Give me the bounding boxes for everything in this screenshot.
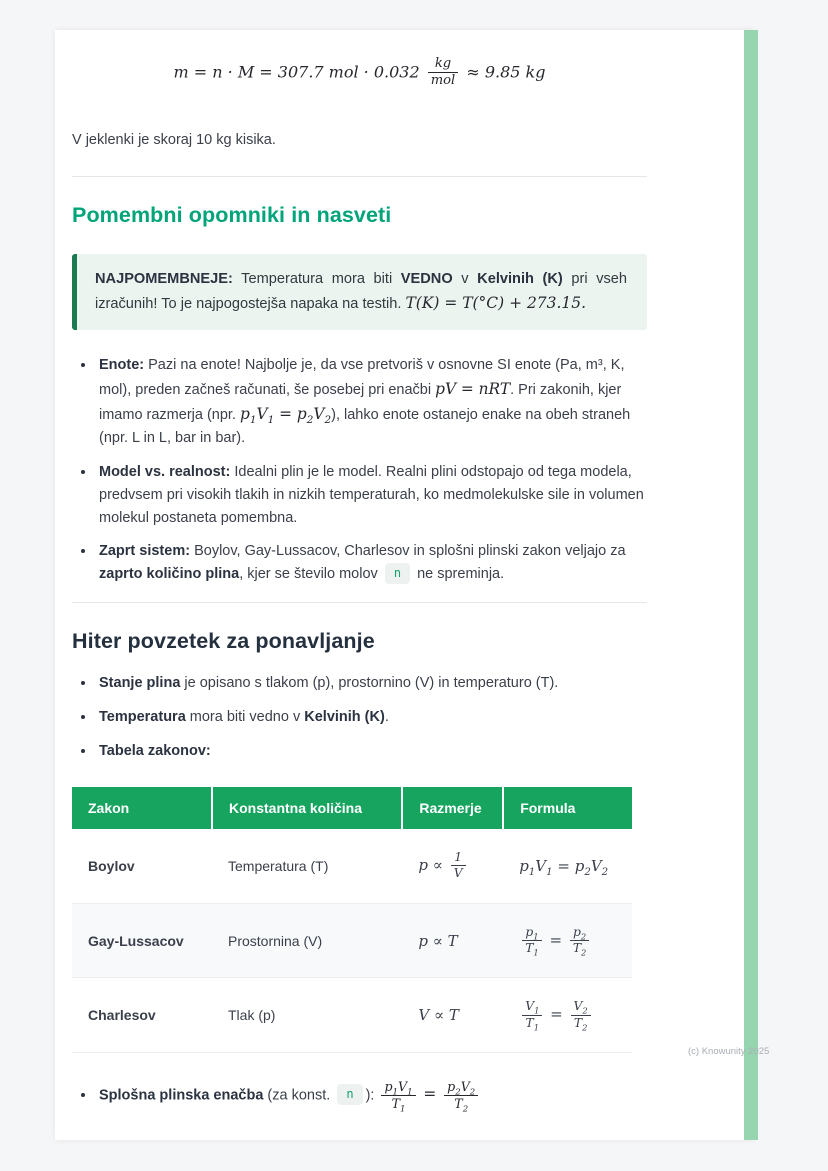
table-row	[72, 829, 632, 903]
copyright-footer: (c) Knowunity 2025	[688, 1046, 770, 1057]
text-run: (za konst.	[263, 1087, 335, 1104]
fraction: $\frac{p_1}{T_1}$	[522, 925, 542, 957]
cell-law-name: Gay-Lussacov	[72, 903, 212, 978]
math-expression: pV = nRT	[435, 379, 511, 398]
table-header-row	[72, 787, 632, 829]
column-header-formula: Formula	[503, 787, 632, 829]
text-run: mora biti vedno v	[185, 709, 305, 726]
inline-code-chip: n	[385, 563, 410, 583]
cell-law-name: Charlesov	[72, 978, 212, 1053]
text-run: Pazi na enote! Najbolje je, da vse pretvoriš v osnovne SI enote (Pa, m³, K, mol), preden začneš računati, še posebej pri enačbi	[99, 357, 625, 398]
cell-constant-quantity: Tlak (p)	[212, 978, 402, 1053]
section-heading-reminders: Pomembni opomniki in nasveti	[72, 202, 392, 227]
text-run: . Pri zakonih, kjer imamo razmerja (npr.	[99, 381, 622, 423]
math-expression: $\frac{p_1V_1}{T_1}$ = $\frac{p_2V_2}{T_2}$	[378, 1085, 481, 1103]
mass-formula: m = n · M = 307.7 mol · 0.032 $\frac{kg}{\text{mol}}$ ≈ 9.85 kg	[173, 56, 546, 89]
fraction: $\frac{1}{V}$	[451, 850, 466, 882]
final-note-list	[72, 1079, 647, 1115]
bold-text: Model vs. realnost:	[99, 463, 231, 480]
section-divider	[72, 176, 647, 177]
bold-text: Stanje plina	[99, 675, 181, 692]
text-run: je opisano s tlakom (p), prostornino (V) in temperaturo (T).	[180, 675, 559, 692]
text-run: ):	[365, 1087, 379, 1104]
laws-table	[72, 787, 632, 1053]
table-row	[72, 978, 632, 1053]
cell-formula: $p_1V_1 = p_2V_2$	[503, 829, 632, 903]
fraction: $\frac{kg}{\text{mol}}$	[428, 56, 459, 90]
bold-text: Zaprt sistem:	[99, 543, 191, 560]
text-run: Temperatura mora biti	[232, 270, 401, 287]
list-item	[96, 354, 647, 450]
math-expression: T(K) = T(°C) + 273.15.	[405, 294, 587, 313]
page-content	[55, 30, 755, 1115]
cell-relation: V ∝ T	[402, 978, 503, 1053]
math-expression: $p_1V_1 = p_2V_2$	[240, 404, 332, 426]
bold-text: Enote:	[99, 357, 145, 374]
list-item	[96, 672, 647, 695]
list-item	[96, 540, 647, 586]
section-divider	[72, 602, 647, 603]
bold-text: Tabela zakonov:	[99, 743, 211, 760]
list-item	[96, 1079, 647, 1115]
text-run: , kjer se število molov	[239, 566, 382, 583]
cell-relation: p ∝ $\frac{1}{V}$	[402, 829, 503, 903]
cell-formula: $\frac{V_1}{T_1}$ = $\frac{V_2}{T_2}$	[503, 978, 632, 1053]
section-heading-summary: Hiter povzetek za ponavljanje	[72, 629, 375, 654]
cell-constant-quantity: Prostornina (V)	[212, 903, 402, 978]
list-item	[96, 740, 647, 763]
summary-list	[72, 672, 647, 763]
fraction: $\frac{p_2}{T_2}$	[570, 925, 590, 957]
text-run: Idealni plin je le model. Realni plini odstopajo od tega modela, predvsem pri visokih tlakih in nizkih temperaturah, ko medmolekulske sile in volumen molekul postaneta pomembna.	[99, 463, 644, 526]
bold-text: Kelvinih (K)	[477, 270, 563, 287]
fraction: $\frac{V_2}{T_2}$	[571, 999, 591, 1031]
column-header-kolicina: Konstantna količina	[212, 787, 402, 829]
text-run: v	[452, 270, 478, 287]
text-run: ne spreminja.	[413, 566, 505, 583]
column-header-razmerje: Razmerje	[402, 787, 503, 829]
fraction: $\frac{p_2V_2}{T_2}$	[444, 1079, 478, 1112]
intro-paragraph: V jeklenki je skoraj 10 kg kisika.	[72, 131, 276, 148]
bold-text: Temperatura	[99, 709, 186, 726]
cell-constant-quantity: Temperatura (T)	[212, 829, 402, 903]
document-page	[55, 30, 755, 1140]
text-run: Boylov, Gay-Lussacov, Charlesov in splošni plinski zakon veljajo za	[190, 543, 626, 560]
bold-text: Splošna plinska enačba	[99, 1087, 264, 1104]
list-item	[96, 706, 647, 729]
callout-text	[95, 267, 627, 318]
table-row	[72, 903, 632, 978]
cell-formula: $\frac{p_1}{T_1}$ = $\frac{p_2}{T_2}$	[503, 903, 632, 978]
text-run: pri vseh izračunih! To je najpogostejša napaka na testih.	[95, 270, 628, 313]
bold-text: zaprto količino plina	[99, 566, 240, 583]
inline-code-chip: n	[337, 1084, 362, 1104]
green-stripe	[744, 30, 758, 1140]
cell-relation: p ∝ T	[402, 903, 503, 978]
bold-text: VEDNO	[400, 270, 453, 287]
fraction: $\frac{V_1}{T_1}$	[522, 999, 542, 1031]
bold-text: Kelvinih (K)	[304, 709, 385, 726]
fraction: $\frac{p_1V_1}{T_1}$	[381, 1079, 415, 1112]
reminders-list	[72, 354, 647, 586]
cell-law-name: Boylov	[72, 829, 212, 903]
important-callout	[72, 254, 647, 331]
text-run: .	[384, 709, 389, 726]
bold-text: NAJPOMEMBNEJE:	[95, 270, 233, 287]
list-item	[96, 461, 647, 530]
text-run: ), lahko enote ostanejo enake na obeh straneh (npr. L in L, bar in bar).	[99, 406, 631, 446]
column-header-zakon: Zakon	[72, 787, 212, 829]
